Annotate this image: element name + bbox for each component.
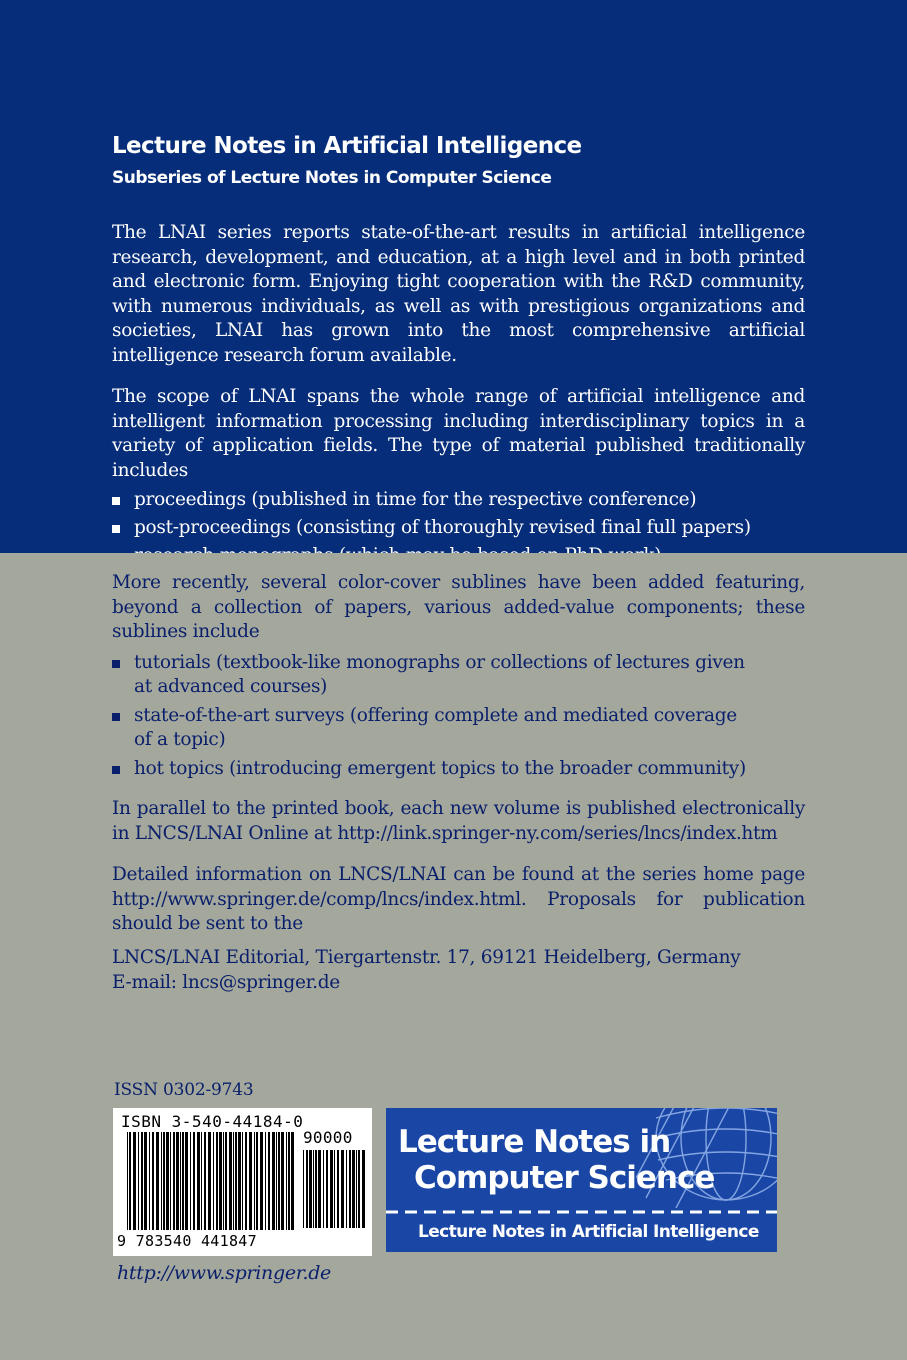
editorial-address: LNCS/LNAI Editorial, Tiergartenstr. 17, 69121 Heidelberg, Germany <box>112 947 741 968</box>
scope-paragraph-block <box>112 385 805 568</box>
sublines-list <box>112 651 805 781</box>
barcode-bar <box>127 1132 128 1230</box>
barcode-bar <box>272 1132 275 1230</box>
barcode-bar <box>161 1132 162 1230</box>
barcode-bar <box>315 1150 317 1228</box>
contact-block <box>112 946 805 995</box>
barcode <box>113 1108 372 1256</box>
barcode-bar <box>260 1132 263 1230</box>
list-item-line: state-of-the-art surveys (offering complete and mediated coverage <box>134 704 737 726</box>
ean-barcode-bars <box>127 1132 295 1232</box>
online-block <box>112 797 805 846</box>
barcode-bar <box>334 1150 335 1228</box>
barcode-bar <box>352 1150 355 1228</box>
barcode-bar <box>185 1132 188 1230</box>
list-item: post-proceedings (consisting of thoroughly revised final full papers) <box>112 516 805 540</box>
series-subtitle: Subseries of Lecture Notes in Computer Science <box>112 168 552 188</box>
barcode-bar <box>303 1150 304 1228</box>
info-paragraph: Detailed information on LNCS/LNAI can be found at the series home page http://www.springer.de/comp/lncs/index.html. Proposals for publication should be sent to the <box>112 864 805 934</box>
barcode-bar <box>346 1150 347 1228</box>
barcode-bar <box>341 1150 344 1228</box>
logo-line-3: Lecture Notes in Artificial Intelligence <box>418 1222 759 1242</box>
list-item-line: tutorials (textbook-like monographs or collections of lectures given <box>134 651 745 673</box>
editorial-email: E-mail: lncs@springer.de <box>112 971 340 993</box>
barcode-bar <box>180 1132 181 1230</box>
intro-paragraph-block <box>112 221 805 368</box>
barcode-bar <box>152 1132 154 1230</box>
barcode-bar <box>278 1132 280 1230</box>
barcode-bar <box>141 1132 143 1230</box>
addon-barcode-bars <box>303 1150 365 1230</box>
price-addon-number: 90000 <box>303 1128 353 1147</box>
barcode-bar <box>356 1150 357 1228</box>
barcode-bar <box>182 1132 184 1230</box>
logo-line-2: Computer Science <box>414 1160 715 1196</box>
sublines-paragraph: More recently, several color-cover sublines have been added featuring, beyond a collection of papers, various added-value components; these sublines include <box>112 572 805 642</box>
barcode-bar <box>249 1132 252 1230</box>
barcode-bar <box>291 1132 294 1230</box>
barcode-bar <box>349 1150 351 1228</box>
barcode-bar <box>265 1132 266 1230</box>
barcode-bar <box>173 1132 175 1230</box>
barcode-bar <box>190 1132 191 1230</box>
sublines-block <box>112 571 805 781</box>
barcode-bar <box>193 1132 195 1230</box>
scope-paragraph: The scope of LNAI spans the whole range of artificial intelligence and intelligent information processing including interdisciplinary topics in a variety of application fields. The type of material published traditionally includes <box>112 386 805 481</box>
barcode-bar <box>256 1132 258 1230</box>
barcode-bar <box>330 1150 333 1228</box>
barcode-bar <box>286 1132 287 1230</box>
top-panel <box>0 0 907 553</box>
barcode-bar <box>318 1150 321 1228</box>
barcode-bar <box>149 1132 150 1230</box>
barcode-bar <box>133 1132 136 1230</box>
logo-line-1: Lecture Notes in <box>398 1124 671 1160</box>
barcode-bar <box>362 1150 365 1228</box>
list-item-line: hot topics (introducing emergent topics to the broader community) <box>134 757 746 779</box>
list-item <box>112 704 805 752</box>
barcode-bar <box>242 1132 243 1230</box>
online-paragraph: In parallel to the printed book, each new volume is published electronically in LNCS/LNAI Online at http://link.springer-ny.com/series/lncs/index.htm <box>112 798 805 844</box>
barcode-bar <box>245 1132 247 1230</box>
barcode-bar <box>129 1132 131 1230</box>
barcode-bar <box>163 1132 165 1230</box>
barcode-bar <box>268 1132 270 1230</box>
info-block <box>112 863 805 937</box>
barcode-bar <box>235 1132 237 1230</box>
list-item-line: of a topic) <box>134 728 226 750</box>
intro-paragraph: The LNAI series reports state-of-the-art results in artificial intelligence research, development, and education, at a high level and in both printed and electronic form. Enjoying tight cooperation with the R&D community, with numerous individuals, as well as with prestigious organizations and societies, LNAI has grown into the most comprehensive artificial intelligence research forum available. <box>112 222 805 366</box>
barcode-bar <box>219 1132 222 1230</box>
barcode-bar <box>170 1132 171 1230</box>
barcode-bar <box>216 1132 218 1230</box>
list-item: proceedings (published in time for the respective conference) <box>112 488 805 512</box>
barcode-bar <box>233 1132 234 1230</box>
barcode-bar <box>156 1132 159 1230</box>
issn-number: ISSN 0302-9743 <box>114 1080 254 1100</box>
logo-dash-divider <box>386 1209 777 1215</box>
barcode-bar <box>323 1150 324 1228</box>
barcode-bar <box>309 1150 312 1228</box>
barcode-bar <box>281 1132 284 1230</box>
barcode-bar <box>208 1132 211 1230</box>
barcode-bar <box>229 1132 232 1230</box>
series-title: Lecture Notes in Artificial Intelligence <box>112 133 582 159</box>
barcode-bar <box>204 1132 206 1230</box>
barcode-bar <box>213 1132 214 1230</box>
barcode-bar <box>288 1132 290 1230</box>
barcode-bar <box>326 1150 328 1228</box>
list-item-line: at advanced courses) <box>134 675 328 697</box>
list-item <box>112 757 805 781</box>
barcode-bar <box>201 1132 202 1230</box>
list-item <box>112 651 805 699</box>
ean-number: 9 783540 441847 <box>117 1232 257 1250</box>
barcode-bar <box>358 1150 360 1228</box>
barcode-bar <box>337 1150 339 1228</box>
barcode-bar <box>223 1132 224 1230</box>
barcode-bar <box>254 1132 255 1230</box>
barcode-bar <box>225 1132 227 1230</box>
barcode-bar <box>276 1132 277 1230</box>
publisher-url: http://www.springer.de <box>117 1262 332 1284</box>
barcode-bar <box>176 1132 179 1230</box>
barcode-bar <box>306 1150 308 1228</box>
barcode-bar <box>313 1150 314 1228</box>
series-logo <box>386 1108 777 1252</box>
barcode-bar <box>166 1132 169 1230</box>
isbn-number: ISBN 3-540-44184-0 <box>121 1112 304 1131</box>
barcode-bar <box>197 1132 200 1230</box>
barcode-bar <box>144 1132 147 1230</box>
barcode-bar <box>138 1132 139 1230</box>
barcode-bar <box>238 1132 241 1230</box>
